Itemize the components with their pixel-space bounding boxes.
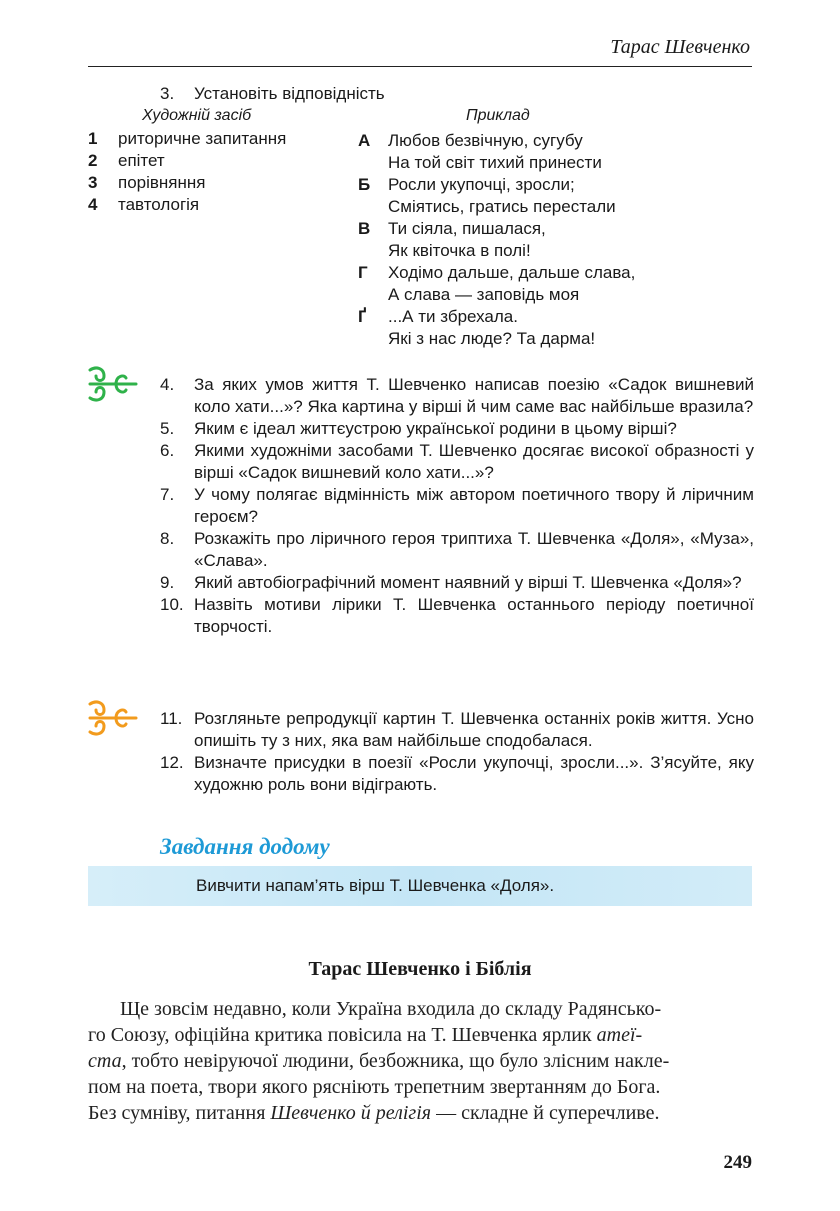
paragraph-line: Без сумніву, питання Шевченко й релігія — складне й суперечливе. — [88, 1102, 660, 1124]
example-item: А Любов безвічную, сугубу На той світ тихий принести — [358, 131, 602, 172]
device-item: 1 риторичне запитання — [88, 129, 287, 148]
running-header-title: Тарас Шевченко — [610, 36, 750, 58]
example-item: Б Росли укупочці, зросли; Сміятись, гратись перестали — [358, 175, 616, 216]
header-rule — [88, 66, 752, 67]
question-item: 8. Розкажіть про ліричного героя триптиха Т. Шевченка «Доля», «Муза», «Слава». — [160, 529, 754, 570]
example-item: Ґ ...А ти збрехала. Які з нас люде? Та дарма! — [358, 307, 596, 348]
devices-list — [88, 128, 286, 216]
column-head-devices: Художній засіб — [142, 107, 252, 124]
questions-group-b — [160, 708, 754, 796]
question-item: 6. Якими художніми засобами Т. Шевченко досягає високої образності у вірші «Садок вишневий коло хати...»? — [160, 441, 754, 482]
device-item: 2 епітет — [88, 151, 165, 170]
homework-text: Вивчити напам’ять вірш Т. Шевченка «Доля». — [196, 876, 555, 895]
paragraph-line: ста, тобто невіруючої людини, безбожника, що було злісним накле- — [88, 1050, 670, 1072]
task-3-prompt — [160, 84, 385, 104]
example-item: В Ти сіяла, пишалася, Як квіточка в полі! — [358, 219, 546, 260]
question-item: 9. Який автобіографічний момент наявний у вірші Т. Шевченка «Доля»? — [160, 573, 742, 592]
homework-title: Завдання додому — [160, 834, 330, 859]
examples-list — [358, 130, 635, 350]
paragraph-line: го Союзу, офіційна критика повісила на Т. Шевченка ярлик атеї- — [88, 1024, 643, 1046]
question-item: 12. Визначте присудки в поезії «Росли укупочці, зросли...». З’ясуйте, яку художню роль вони відіграють. — [160, 753, 754, 794]
task-3-number: 3. — [160, 84, 175, 103]
question-item: 11. Розгляньте репродукції картин Т. Шевченка останніх років життя. Усно опишіть ту з них, яка вам найбільше сподобалася. — [160, 709, 754, 750]
orange-ornament-icon — [86, 698, 140, 738]
green-ornament-icon — [86, 364, 140, 404]
question-item: 7. У чому полягає відмінність між автором поетичного твору й ліричним героєм? — [160, 485, 754, 526]
question-item: 5. Яким є ідеал життєустрою української родини в цьому вірші? — [160, 419, 677, 438]
column-head-examples: Приклад — [466, 107, 530, 124]
questions-group-a — [160, 374, 754, 638]
section-title: Тарас Шевченко і Біблія — [308, 958, 532, 980]
body-paragraph — [88, 996, 752, 1126]
question-item: 10. Назвіть мотиви лірики Т. Шевченка останнього періоду поетичної творчості. — [160, 595, 754, 636]
paragraph-line: пом на поета, твори якого рясніють трепетним звертанням до Бога. — [88, 1076, 661, 1098]
example-item: Г Ходімо дальше, дальше слава, А слава — заповідь моя — [358, 263, 636, 304]
paragraph-line: Ще зовсім недавно, коли Україна входила до складу Радянсько- — [120, 998, 662, 1020]
device-item: 4 тавтологія — [88, 195, 200, 214]
question-item: 4. За яких умов життя Т. Шевченко написав поезію «Садок вишневий коло хати...»? Яка картина у вірші й чим саме вас найбільше вразила? — [160, 375, 754, 416]
page-number: 249 — [723, 1152, 752, 1173]
device-item: 3 порівняння — [88, 173, 206, 192]
task-3-text: Установіть відповідність — [194, 84, 385, 103]
